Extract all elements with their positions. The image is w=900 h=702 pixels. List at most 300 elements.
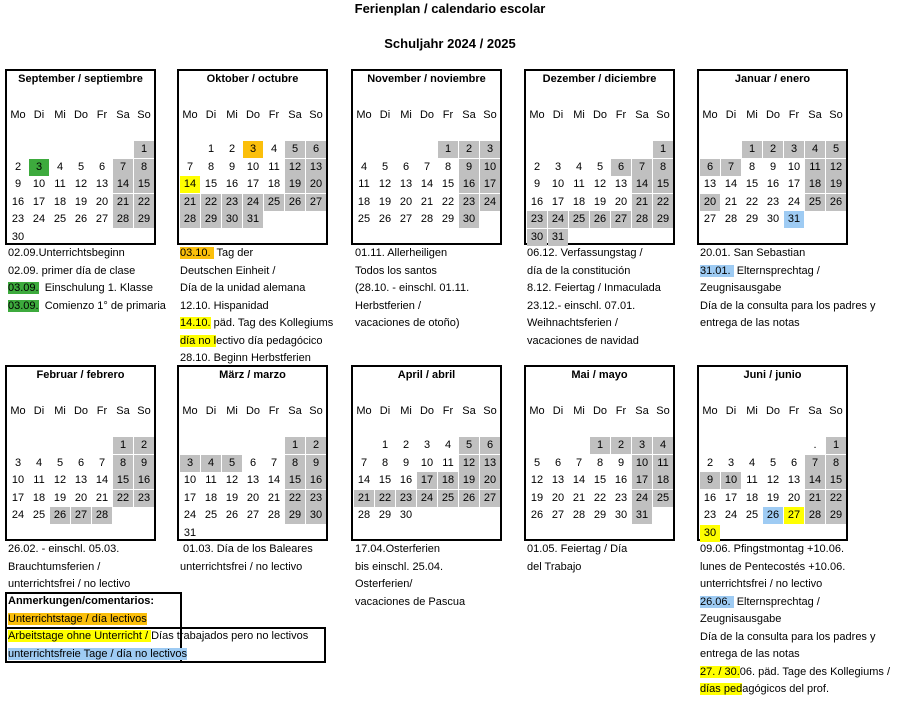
month-name: Januar / enero	[734, 73, 811, 85]
month-name: November / noviembre	[367, 73, 486, 85]
calendar-day: 27	[399, 213, 413, 225]
calendar-day: 22	[113, 490, 133, 507]
notes-april	[355, 541, 465, 611]
note-text: 02.09. primer día de clase	[8, 264, 136, 277]
calendar-day: 24	[183, 509, 197, 521]
note-line	[180, 559, 313, 577]
calendar-day: 9	[617, 456, 625, 469]
note-line	[700, 315, 876, 333]
weekday-header	[179, 403, 326, 420]
weekday-label: Di	[379, 405, 391, 417]
note-line	[355, 559, 465, 577]
calendar-day: 20	[551, 491, 565, 504]
calendar-day: 18	[53, 195, 67, 208]
month-calendar	[697, 365, 848, 541]
note-text: Brauchtumsferien /	[8, 560, 101, 573]
calendar-day: 1	[285, 437, 305, 454]
calendar-day: 3	[29, 159, 49, 176]
note-line	[8, 576, 130, 594]
weekday-label: Sa	[635, 405, 649, 417]
calendar-day: 11	[746, 474, 758, 486]
calendar-day: 10	[183, 474, 197, 486]
calendar-day: 30	[700, 525, 720, 542]
month-name: Mai / mayo	[571, 369, 628, 381]
note-text: Elternsprechtag /	[733, 264, 820, 277]
calendar-day: 2	[402, 439, 410, 451]
month-calendar	[5, 365, 156, 541]
weekday-label: Sa	[808, 405, 822, 417]
calendar-day: 15	[593, 474, 607, 486]
weekday-label: Di	[205, 109, 217, 121]
note-text: agógicos del prof.	[742, 683, 830, 695]
weekday-label: Di	[552, 109, 564, 121]
calendar-day: 28	[180, 211, 200, 228]
calendar-day: 11	[358, 178, 370, 190]
calendar-day: 13	[480, 455, 500, 472]
calendar-day: 22	[745, 195, 759, 208]
calendar-day: 14	[420, 178, 434, 190]
calendar-day: 1	[438, 141, 458, 158]
calendar-day: 6	[790, 456, 798, 469]
calendar-day: 11	[268, 160, 280, 173]
calendar-day: 27	[611, 211, 631, 228]
note-text: 06.12. Verfassungstag /	[527, 247, 643, 259]
calendar-day: 29	[653, 211, 673, 228]
calendar-day: 25	[53, 213, 67, 225]
legend-item-line	[8, 628, 308, 646]
calendar-day: 17	[787, 178, 801, 190]
calendar-day: 27	[71, 507, 91, 524]
weekday-label: Mo	[702, 405, 718, 417]
calendar-day: 5	[459, 437, 479, 454]
legend-item-line	[8, 611, 308, 629]
highlighted-date: 26.06.	[700, 595, 734, 608]
calendar-day: 18	[572, 195, 586, 208]
calendar-day: 11	[653, 455, 673, 472]
weekday-label: So	[309, 109, 323, 121]
note-text: 12.10. Hispanidad	[180, 299, 269, 312]
calendar-day: 10	[11, 474, 25, 486]
note-text: Zeugnisausgabe	[700, 613, 782, 625]
calendar-day: 26	[530, 509, 544, 521]
weekday-label: Fr	[788, 405, 800, 417]
calendar-day: 7	[632, 159, 652, 176]
note-line	[527, 333, 661, 351]
weekday-label: Mi	[746, 109, 758, 121]
note-line	[180, 245, 333, 263]
calendar-day: 12	[593, 178, 607, 190]
calendar-day: 5	[596, 160, 604, 173]
weekday-label: Fr	[96, 109, 108, 121]
calendar-day: 17	[246, 178, 260, 190]
calendar-day: 4	[35, 456, 43, 469]
calendar-day: 29	[593, 509, 607, 521]
note-line	[8, 280, 166, 298]
note-text: día de la constitución	[527, 264, 631, 277]
calendar-day: 25	[357, 213, 371, 225]
weekday-label: Fr	[268, 109, 280, 121]
calendar-day: 16	[399, 474, 413, 486]
calendar-day: 31	[784, 211, 804, 228]
note-text: unterrichtsfrei / no lectivo	[700, 578, 823, 590]
calendar-day: 5	[381, 160, 389, 173]
calendar-day: 15	[285, 472, 305, 489]
note-line	[527, 315, 661, 333]
note-text: del Trabajo	[527, 560, 582, 573]
weekday-label: Sa	[288, 405, 302, 417]
calendar-day: 22	[285, 490, 305, 507]
calendar-day: 20	[614, 195, 628, 208]
weekday-label: Sa	[635, 109, 649, 121]
note-line	[180, 263, 333, 281]
note-text: 06. päd. Tage des Kollegiums /	[739, 665, 890, 678]
note-text: päd. Tag des Kollegiums	[210, 317, 334, 329]
calendar-day: 23	[614, 491, 628, 504]
calendar-day: 12	[225, 474, 239, 486]
calendar-day: 23	[306, 490, 326, 507]
note-line	[8, 559, 130, 577]
calendar-day: 11	[573, 178, 585, 190]
calendar-day: 12	[459, 455, 479, 472]
weekday-label: Do	[245, 109, 261, 121]
weekday-header	[7, 107, 154, 124]
calendar-day: 18	[805, 176, 825, 193]
calendar-day: 23	[766, 195, 780, 208]
school-year-title: Schuljahr 2024 / 2025	[384, 36, 516, 51]
weekday-label: Do	[765, 405, 781, 417]
highlighted-date: 03.09.	[8, 299, 39, 312]
calendar-day: 18	[267, 178, 281, 190]
weekday-label: So	[483, 109, 497, 121]
calendar-day: 7	[98, 456, 106, 469]
note-line	[355, 298, 469, 316]
calendar-day: 14	[357, 474, 371, 486]
calendar-day: 5	[77, 160, 85, 173]
calendar-day: 21	[724, 195, 738, 208]
calendar-day: 8	[285, 455, 305, 472]
page-title: Ferienplan / calendario escolar	[354, 1, 546, 16]
note-line	[355, 315, 469, 333]
calendar-day: 19	[766, 491, 780, 504]
note-line	[700, 681, 890, 699]
note-text: Día de la consulta para los padres y	[700, 299, 876, 312]
calendar-day: 13	[614, 178, 628, 190]
weekday-label: Sa	[288, 109, 302, 121]
calendar-day: 28	[357, 509, 371, 521]
calendar-day: 13	[306, 159, 326, 176]
calendar-day: 12	[530, 474, 544, 486]
calendar-day: 21	[805, 490, 825, 507]
calendar-day: 20	[246, 491, 260, 504]
calendar-day: 17	[11, 491, 25, 504]
weekday-label: So	[829, 405, 843, 417]
calendar-day: 29	[441, 213, 455, 225]
calendar-day: 27	[551, 509, 565, 521]
calendar-day: 7	[360, 456, 368, 469]
note-line	[527, 541, 627, 559]
calendar-day: 12	[74, 178, 88, 190]
calendar-day: 14	[95, 474, 109, 486]
calendar-day: 25	[204, 509, 218, 521]
calendar-day: 21	[95, 491, 109, 504]
weekday-label: Di	[725, 109, 737, 121]
calendar-day: 16	[134, 472, 154, 489]
calendar-day: 1	[826, 437, 846, 454]
calendar-day: 12	[53, 474, 67, 486]
calendar-day: 4	[653, 437, 673, 454]
calendar-day: 29	[745, 213, 759, 225]
weekday-label: So	[656, 405, 670, 417]
note-text: Einschulung 1. Klasse	[38, 282, 153, 294]
highlighted-date: 27. / 30.	[700, 665, 740, 678]
note-text: 17.04.Osterferien	[355, 543, 440, 555]
weekday-label: Mo	[529, 109, 545, 121]
note-line	[180, 315, 333, 333]
calendar-day: 28	[632, 211, 652, 228]
weekday-label: Mi	[400, 109, 412, 121]
weekday-label: Mo	[10, 109, 26, 121]
calendar-day: 19	[826, 176, 846, 193]
calendar-day: 16	[530, 195, 544, 208]
calendar-day: 20	[95, 195, 109, 208]
calendar-day: 30	[527, 229, 547, 246]
note-text: vacaciones de otoño)	[355, 317, 460, 329]
note-line	[355, 541, 465, 559]
calendar-day: 8	[653, 159, 673, 176]
calendar-day: 16	[459, 176, 479, 193]
calendar-day: 3	[180, 455, 200, 472]
calendar-day: 13	[551, 474, 565, 486]
calendar-day: 18	[357, 195, 371, 208]
weekday-label: Do	[592, 109, 608, 121]
calendar-day: 23	[396, 490, 416, 507]
note-text: Weihnachtsferien /	[527, 317, 618, 329]
legend-heading: Anmerkungen/comentarios:	[8, 595, 155, 607]
calendar-day: 5	[222, 455, 242, 472]
calendar-day: 12	[285, 159, 305, 176]
note-line	[180, 280, 333, 298]
note-line	[700, 594, 890, 612]
calendar-day: 1	[113, 437, 133, 454]
weekday-header	[179, 107, 326, 124]
weekday-label: Do	[419, 109, 435, 121]
weekday-header	[526, 107, 673, 124]
calendar-day: 6	[700, 159, 720, 176]
calendar-day: 29	[134, 211, 154, 228]
calendar-day: 7	[423, 160, 431, 173]
calendar-day: 3	[727, 456, 735, 469]
calendar-day: 5	[769, 456, 777, 469]
note-text: Días trabajados pero no lectivos	[151, 630, 309, 642]
calendar-day: 10	[632, 455, 652, 472]
calendar-day: 4	[270, 143, 278, 155]
note-line	[8, 263, 166, 281]
highlighted-date: 03.09.	[8, 282, 39, 294]
note-line	[8, 298, 166, 316]
calendar-day: 6	[306, 141, 326, 158]
notes-october	[180, 245, 333, 368]
weekday-label: So	[656, 109, 670, 121]
month-calendar	[5, 69, 156, 245]
highlighted-date: unterrichtsfreie Tage / día no lectivos	[8, 647, 187, 660]
calendar-day: 10	[721, 472, 741, 489]
note-line	[355, 594, 465, 612]
month-name: Februar / febrero	[36, 369, 125, 381]
note-text: 09.06. Pfingstmontag +10.06.	[700, 543, 845, 555]
calendar-day: 28	[113, 211, 133, 228]
month-calendar	[177, 365, 328, 541]
calendar-day: 22	[375, 490, 395, 507]
weekday-label: Mi	[573, 109, 585, 121]
note-line	[700, 646, 890, 664]
calendar-day: 28	[92, 507, 112, 524]
calendar-day: 19	[225, 491, 239, 504]
calendar-day: 29	[378, 509, 392, 521]
weekday-label: Mi	[746, 405, 758, 417]
calendar-day: 4	[201, 455, 221, 472]
calendar-day: 10	[420, 456, 434, 469]
note-text: vacaciones de Pascua	[355, 595, 466, 608]
calendar-day: 19	[459, 472, 479, 489]
calendar-day: 9	[14, 178, 22, 190]
calendar-day: 8	[444, 160, 452, 173]
weekday-label: Di	[725, 405, 737, 417]
calendar-day: 19	[53, 491, 67, 504]
calendar-day: 18	[745, 491, 759, 504]
calendar-day: 9	[459, 159, 479, 176]
calendar-day: 21	[572, 491, 586, 504]
weekday-label: Sa	[462, 405, 476, 417]
weekday-header	[7, 403, 154, 420]
calendar-day: 19	[378, 195, 392, 208]
calendar-day: 7	[805, 455, 825, 472]
weekday-header	[699, 107, 846, 124]
calendar-day: 9	[228, 160, 236, 173]
note-text: 23.12.- einschl. 07.01.	[527, 299, 636, 312]
notes-june	[700, 541, 890, 699]
note-line	[180, 350, 333, 368]
note-text: 01.03. Día de los Baleares	[180, 543, 313, 555]
calendar-day: 21	[267, 491, 281, 504]
calendar-day: 19	[285, 176, 305, 193]
calendar-day: 24	[243, 194, 263, 211]
calendar-day: 15	[204, 178, 218, 190]
weekday-label: Mo	[529, 405, 545, 417]
weekday-label: Sa	[116, 109, 130, 121]
calendar-day: 17	[551, 195, 565, 208]
calendar-day: 23	[459, 194, 479, 211]
calendar-day: 16	[306, 472, 326, 489]
weekday-label: So	[309, 405, 323, 417]
note-line	[527, 280, 661, 298]
calendar-day: 24	[632, 490, 652, 507]
calendar-day: 15	[378, 474, 392, 486]
calendar-day: 7	[186, 160, 194, 173]
calendar-day: 31	[632, 507, 652, 524]
note-line	[180, 333, 333, 351]
notes-february	[8, 541, 130, 594]
calendar-day: 26	[225, 509, 239, 521]
calendar-day: 23	[703, 509, 717, 521]
calendar-day: 27	[246, 509, 260, 521]
note-line	[355, 263, 469, 281]
calendar-day: 6	[98, 160, 106, 173]
note-line	[700, 541, 890, 559]
calendar-day: 3	[423, 439, 431, 451]
calendar-day: 14	[724, 178, 738, 190]
weekday-label: Di	[552, 405, 564, 417]
calendar-day: 1	[134, 141, 154, 158]
calendar-day: 18	[32, 491, 46, 504]
weekday-label: Di	[379, 109, 391, 121]
calendar-day: 3	[784, 141, 804, 158]
calendar-day: 4	[360, 160, 368, 173]
calendar-day: 27	[480, 490, 500, 507]
highlighted-date: días ped	[700, 683, 743, 695]
calendar-day: 16	[703, 491, 717, 504]
highlighted-date: Unterrichtstage / día lectivos	[8, 612, 147, 625]
month-name: April / abril	[397, 369, 456, 381]
calendar-day: 30	[614, 509, 628, 521]
weekday-label: Do	[245, 405, 261, 417]
note-line	[527, 245, 661, 263]
calendar-day: 13	[703, 178, 717, 190]
weekday-label: Do	[419, 405, 435, 417]
note-text: lunes de Pentecostés +10.06.	[700, 560, 846, 573]
weekday-label: Fr	[615, 109, 627, 121]
calendar-day: 4	[444, 439, 452, 451]
calendar-day: 11	[33, 474, 45, 486]
weekday-label: Do	[73, 405, 89, 417]
calendar-day: 30	[222, 211, 242, 228]
weekday-label: Mi	[573, 405, 585, 417]
calendar-day: 12	[826, 159, 846, 176]
note-text: unterrichtsfrei / no lectivo	[180, 560, 303, 573]
calendar-day: 11	[205, 474, 217, 486]
calendar-day: 6	[77, 456, 85, 469]
calendar-day: 27	[784, 507, 804, 524]
weekday-label: Sa	[116, 405, 130, 417]
calendar-day: 22	[441, 195, 455, 208]
calendar-day: 28	[572, 509, 586, 521]
weekday-label: Mo	[182, 405, 198, 417]
calendar-day: 2	[459, 141, 479, 158]
calendar-day: 1	[381, 439, 389, 451]
weekday-label: Fr	[96, 405, 108, 417]
calendar-day: 25	[805, 194, 825, 211]
calendar-day: 25	[264, 194, 284, 211]
calendar-day: 14	[572, 474, 586, 486]
weekday-header	[353, 403, 500, 420]
calendar-day: 19	[593, 195, 607, 208]
calendar-day: 10	[246, 160, 260, 173]
calendar-day: 5	[285, 141, 305, 158]
calendar-day: 15	[113, 472, 133, 489]
calendar-day: 8	[596, 456, 604, 469]
note-text: Día de la consulta para los padres y	[700, 630, 876, 643]
calendar-day: 24	[417, 490, 437, 507]
weekday-label: Fr	[788, 109, 800, 121]
calendar-day: 27	[95, 213, 109, 225]
calendar-day: 23	[527, 211, 547, 228]
weekday-label: Di	[33, 109, 45, 121]
weekday-header	[699, 403, 846, 420]
legend-item-line	[8, 646, 308, 664]
weekday-label: Mo	[702, 109, 718, 121]
month-calendar	[351, 365, 502, 541]
notes-march	[180, 541, 313, 576]
calendar-day: 22	[593, 491, 607, 504]
